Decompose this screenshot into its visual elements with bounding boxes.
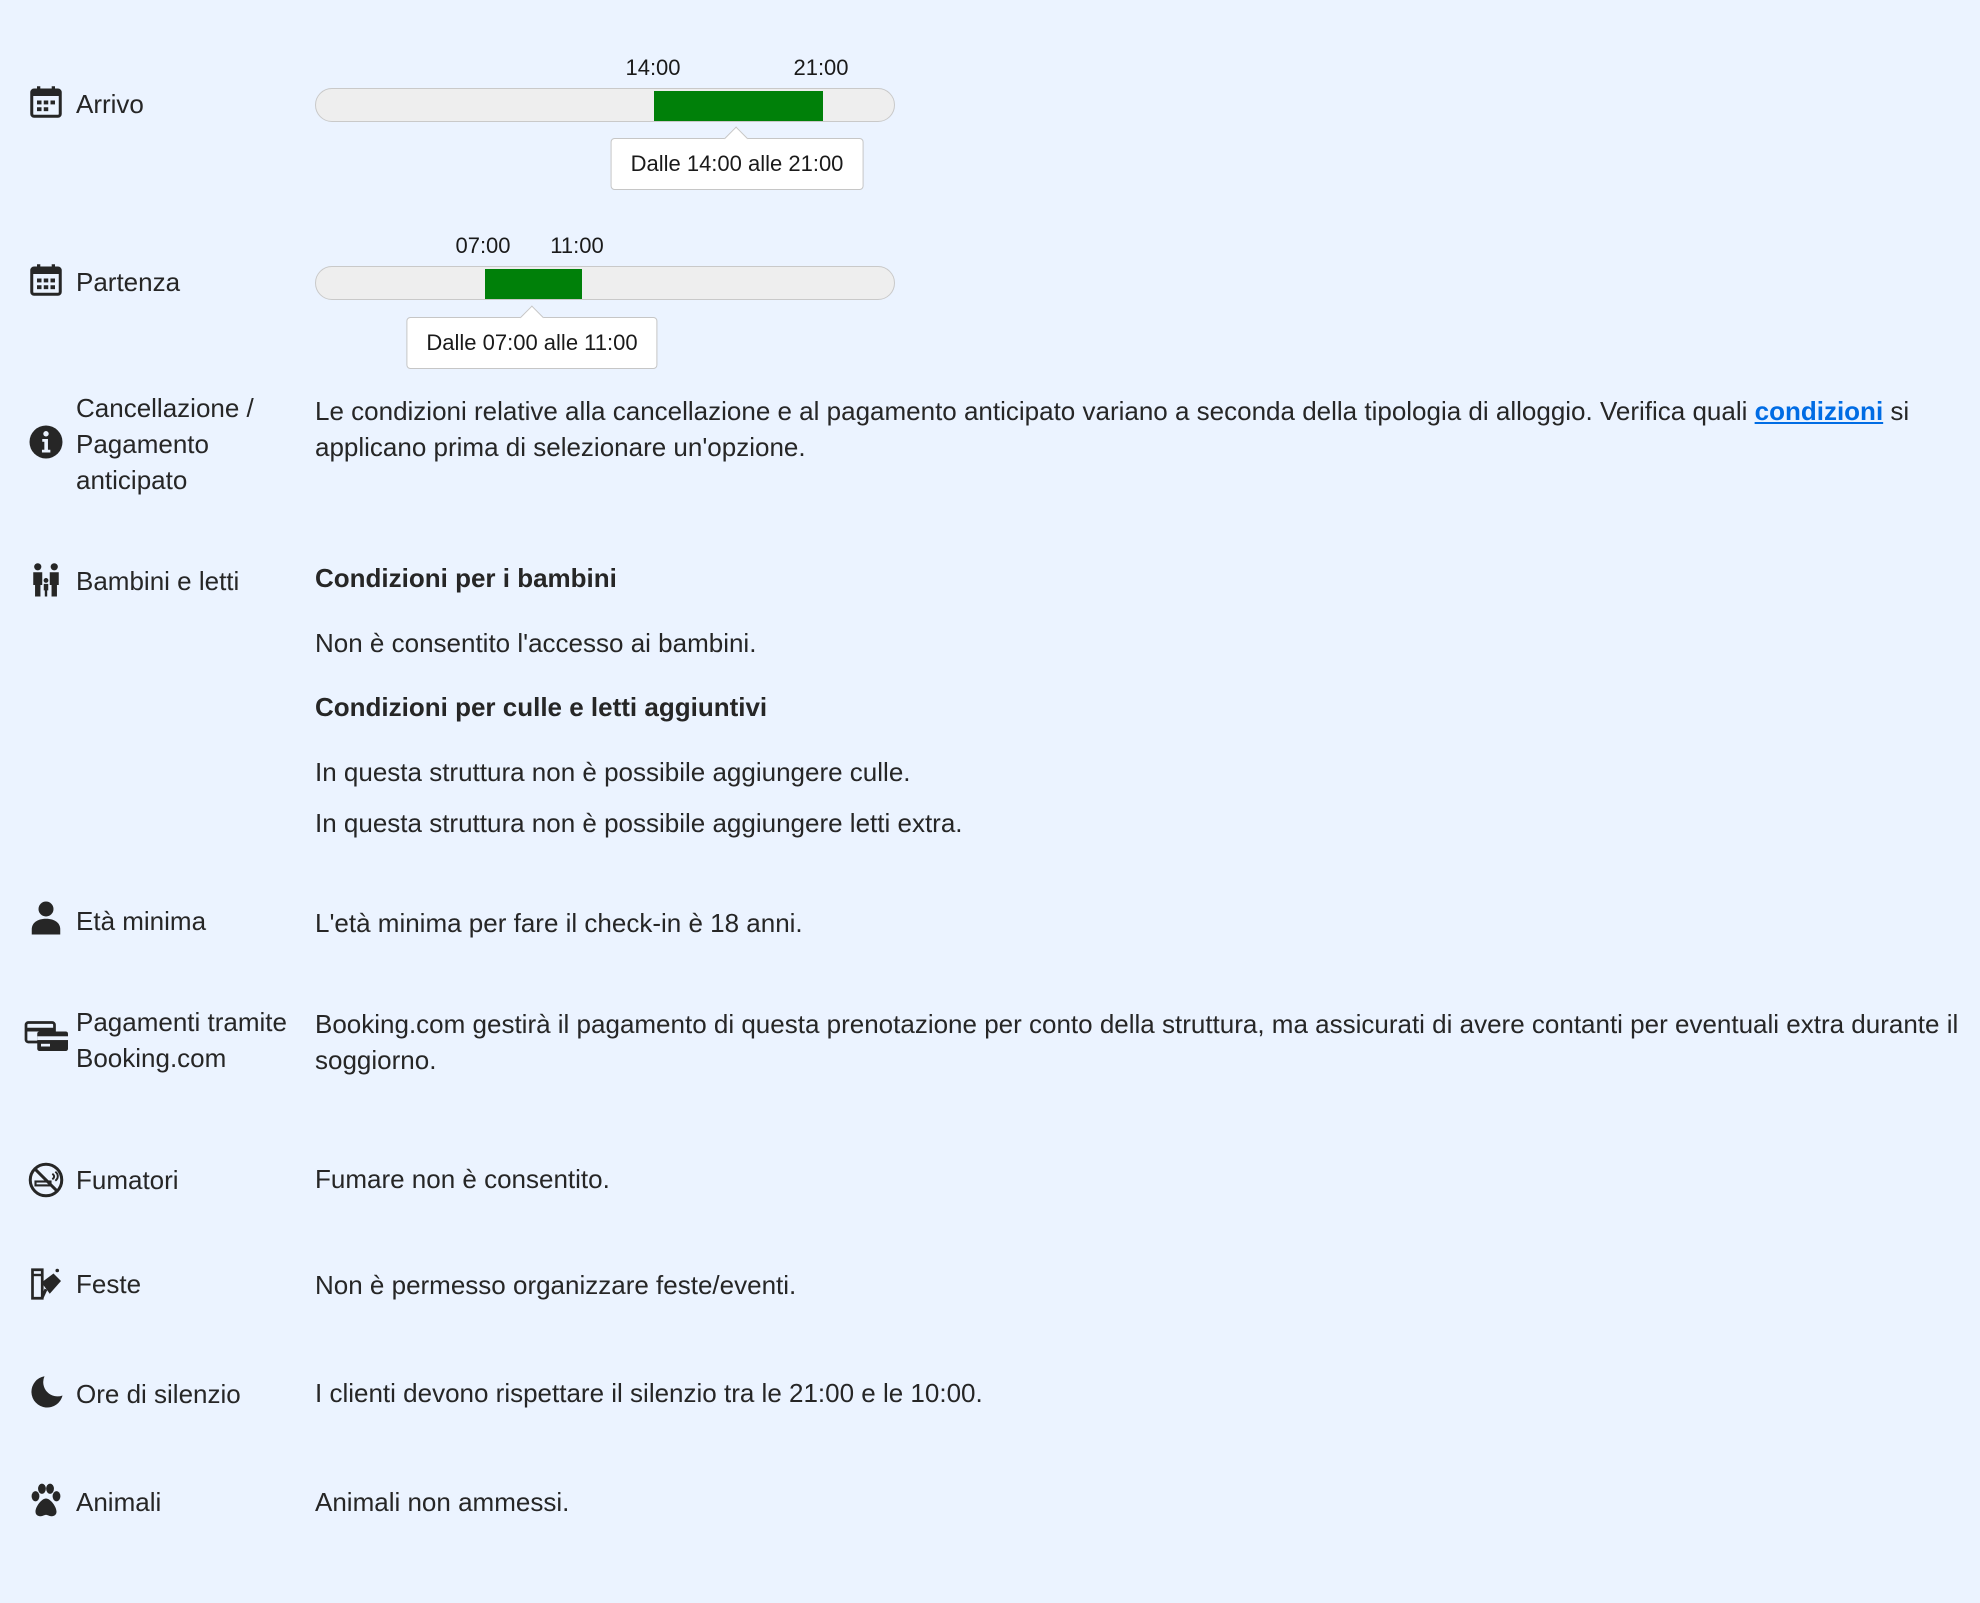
pets-text: Animali non ammessi.	[315, 1487, 570, 1517]
checkin-time-bar	[315, 50, 895, 176]
checkout-tooltip: Dalle 07:00 alle 11:00	[406, 317, 657, 369]
no-smoking-icon	[28, 1162, 64, 1198]
children-conditions-title: Condizioni per i bambini	[315, 563, 617, 593]
rule-label: Fumatori	[76, 1165, 179, 1195]
paw-icon	[28, 1482, 64, 1518]
checkout-time-bar	[315, 228, 895, 355]
cancellation-text-after: si applicano prima di selezionare un'opzione.	[315, 396, 1910, 462]
checkin-track	[315, 88, 895, 122]
quiet-hours-text: I clienti devono rispettare il silenzio tra le 21:00 e le 10:00.	[315, 1378, 983, 1408]
rule-label: Arrivo	[76, 89, 144, 119]
checkout-end-tick: 11:00	[550, 233, 604, 258]
checkin-end-tick: 21:00	[793, 55, 849, 80]
cancellation-text	[315, 393, 1960, 465]
payments-text: Booking.com gestirà il pagamento di questa prenotazione per conto della struttura, ma assicurati di avere contanti per eventuali extra durante il soggiorno.	[315, 1009, 1959, 1075]
extra-beds-text: In questa struttura non è possibile aggiungere letti extra.	[315, 808, 963, 838]
party-icon	[28, 1266, 64, 1302]
rule-label: Cancellazione / Pagamento anticipato	[76, 393, 254, 495]
rule-label: Feste	[76, 1269, 142, 1299]
rule-label: Animali	[76, 1487, 162, 1517]
calendar-icon	[28, 262, 64, 298]
rule-label: Età minima	[76, 906, 207, 936]
beds-conditions-title: Condizioni per culle e letti aggiuntivi	[315, 692, 768, 722]
checkout-start-tick: 07:00	[455, 233, 511, 258]
credit-cards-icon	[24, 1018, 70, 1054]
family-icon	[28, 562, 64, 598]
checkin-tooltip: Dalle 14:00 alle 21:00	[611, 138, 864, 190]
person-icon	[28, 900, 64, 936]
parties-text: Non è permesso organizzare feste/eventi.	[315, 1270, 797, 1300]
rule-label: Bambini e letti	[76, 566, 240, 596]
conditions-link[interactable]: condizioni	[1754, 396, 1884, 426]
rule-label: Partenza	[76, 267, 181, 297]
checkout-track	[315, 266, 895, 300]
info-icon	[28, 424, 64, 460]
children-conditions-text: Non è consentito l'accesso ai bambini.	[315, 628, 757, 658]
min-age-text: L'età minima per fare il check-in è 18 anni.	[315, 908, 803, 938]
checkin-range-fill	[654, 91, 823, 121]
calendar-icon	[28, 84, 64, 120]
smoking-text: Fumare non è consentito.	[315, 1164, 610, 1194]
moon-icon	[28, 1374, 64, 1410]
rule-label: Ore di silenzio	[76, 1379, 241, 1409]
cribs-text: In questa struttura non è possibile aggiungere culle.	[315, 757, 911, 787]
checkin-start-tick: 14:00	[625, 55, 681, 80]
cancellation-text-before: Le condizioni relative alla cancellazione e al pagamento anticipato variano a seconda della tipologia di alloggio. Verifica quali	[315, 396, 1755, 426]
checkout-range-fill	[485, 269, 582, 299]
children-content	[315, 560, 1960, 841]
rule-label: Pagamenti tramite Booking.com	[76, 1007, 287, 1073]
